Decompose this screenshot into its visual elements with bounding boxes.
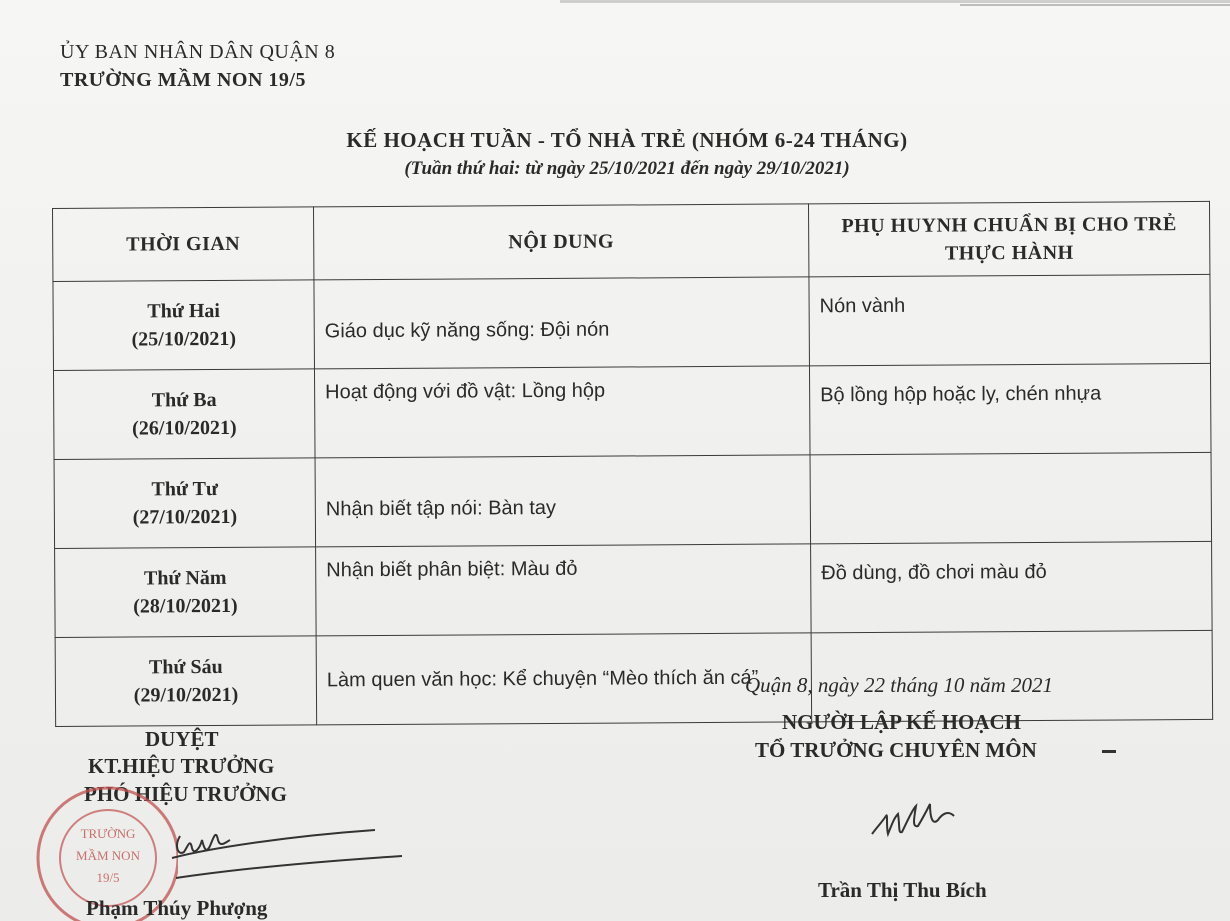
day-cell (55, 636, 317, 727)
table-row (54, 452, 1212, 548)
approver-signature (170, 818, 410, 888)
prep-cell: Nón vành (809, 274, 1211, 365)
day-name: Thứ Hai (147, 299, 220, 323)
day-date: (26/10/2021) (132, 416, 237, 440)
approval-title: DUYỆT (145, 727, 219, 751)
approver-name: Phạm Thúy Phượng (86, 896, 268, 920)
content-cell: Nhận biết phân biệt: Màu đỏ (316, 544, 812, 636)
day-date: (27/10/2021) (132, 505, 238, 529)
prep-cell: Đồ dùng, đồ chơi màu đỏ (811, 541, 1213, 632)
weekly-plan-table (52, 201, 1213, 727)
org-line-2: TRƯỜNG MẦM NON 19/5 (60, 69, 306, 91)
day-date: (29/10/2021) (133, 683, 239, 707)
table-row (53, 274, 1211, 370)
table-row (53, 363, 1211, 459)
header-parent-prep (808, 201, 1209, 276)
organization-header (60, 38, 335, 94)
day-date: (25/10/2021) (131, 327, 237, 351)
planner-role: TỔ TRƯỞNG CHUYÊN MÔN (755, 738, 1037, 762)
approval-role-1: KT.HIỆU TRƯỞNG (88, 754, 275, 778)
dash-mark (1102, 750, 1116, 753)
svg-text:TRƯỜNG: TRƯỜNG (80, 826, 136, 841)
content-cell: Giáo dục kỹ năng sống: Đội nón (314, 277, 810, 369)
planner-title: NGƯỜI LẬP KẾ HOẠCH (782, 710, 1021, 734)
approval-role-2: PHÓ HIỆU TRƯỞNG (84, 782, 288, 806)
page-edge-line (960, 4, 1230, 6)
day-name: Thứ Năm (143, 566, 227, 590)
document-title: KẾ HOẠCH TUẦN - TỔ NHÀ TRẺ (NHÓM 6-24 THÁNG) (346, 128, 908, 152)
table-row (55, 541, 1213, 637)
table-header-row (53, 201, 1210, 281)
header-parent-prep-line1: PHỤ HUYNH CHUẨN BỊ CHO TRẺ (841, 213, 1177, 238)
header-parent-prep-line2: THỰC HÀNH (944, 241, 1074, 265)
org-line-1: ỦY BAN NHÂN DÂN QUẬN 8 (60, 41, 336, 63)
content-cell: Nhận biết tập nói: Bàn tay (315, 455, 811, 547)
header-content: NỘI DUNG (313, 204, 808, 280)
document-subtitle: (Tuần thứ hai: từ ngày 25/10/2021 đến ngày 29/10/2021) (404, 158, 850, 179)
day-name: Thứ Ba (151, 388, 217, 412)
content-cell: Hoạt động với đồ vật: Lồng hộp (314, 366, 810, 458)
day-cell (55, 547, 317, 638)
day-name: Thứ Tư (151, 477, 219, 501)
svg-text:MẦM NON: MẦM NON (76, 848, 140, 863)
header-time: THỜI GIAN (53, 207, 314, 282)
page-edge-line (560, 0, 1230, 3)
day-date: (28/10/2021) (133, 594, 238, 618)
day-cell (53, 369, 315, 460)
day-cell (54, 458, 316, 549)
planner-signature (868, 796, 958, 846)
prep-cell (810, 452, 1212, 543)
place-and-date: Quận 8, ngày 22 tháng 10 năm 2021 (745, 673, 1053, 697)
planner-name: Trần Thị Thu Bích (818, 878, 987, 902)
day-name: Thứ Sáu (148, 655, 223, 679)
day-cell (53, 280, 315, 371)
svg-text:19/5: 19/5 (96, 870, 120, 885)
content-cell: Làm quen văn học: Kể chuyện “Mèo thích ăn cá” (316, 633, 812, 725)
prep-cell: Bộ lồng hộp hoặc ly, chén nhựa (809, 363, 1211, 454)
